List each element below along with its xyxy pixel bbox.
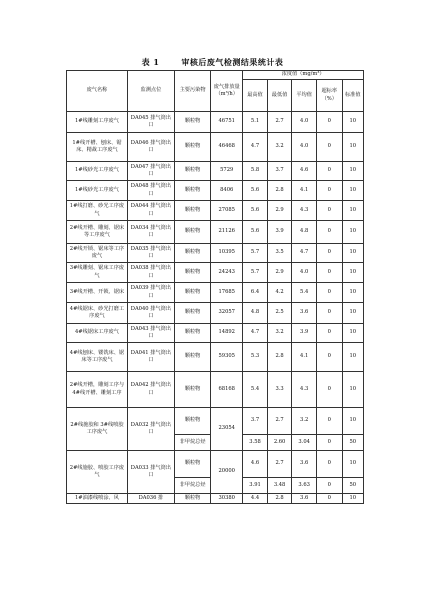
table-row: [67, 283, 364, 303]
cell-exceed: 0: [316, 372, 342, 408]
cell-exceed: 0: [316, 263, 342, 283]
cell-name: 3#线雕刻、锯床工序废气: [67, 263, 128, 283]
cell-standard: 10: [342, 112, 363, 133]
table-row: [67, 343, 364, 372]
header-flow: 废气排放量（m³/h）: [211, 71, 243, 112]
cell-name: 4#线锯床工序废气: [67, 324, 128, 343]
cell-avg: 4.0: [292, 263, 317, 283]
cell-standard: 50: [342, 435, 363, 451]
cell-point: DA045 排气筒出口: [127, 112, 174, 133]
emission-results-table: [66, 70, 364, 504]
cell-avg: 4.7: [292, 244, 317, 263]
cell-avg: 3.04: [292, 435, 317, 451]
cell-standard: 10: [342, 494, 363, 504]
cell-standard: 10: [342, 133, 363, 162]
cell-flow: 24243: [211, 263, 243, 283]
cell-name: 2#线开槽、雕刻、锯床等工序废气: [67, 221, 128, 244]
cell-pollutant: 颗粒物: [174, 201, 210, 221]
cell-max: 4.7: [243, 324, 268, 343]
cell-name: 1#线开槽、刨床、锯床、精裁工序废气: [67, 133, 128, 162]
cell-point: DA042 排气筒出口: [127, 372, 174, 408]
cell-flow: 46751: [211, 112, 243, 133]
cell-exceed: 0: [316, 494, 342, 504]
cell-pollutant: 非甲烷总烃: [174, 478, 210, 494]
cell-point: DA048 排气筒出口: [127, 181, 174, 201]
cell-name: 1#线雕刻工序废气: [67, 112, 128, 133]
cell-avg: 3.6: [292, 494, 317, 504]
cell-max: 4.6: [243, 451, 268, 478]
header-max: 最高值: [243, 80, 268, 112]
cell-max: 3.7: [243, 408, 268, 435]
cell-standard: 10: [342, 283, 363, 303]
table-row: [67, 263, 364, 283]
cell-min: 3.3: [267, 372, 292, 408]
cell-flow: 23054: [211, 408, 243, 451]
cell-exceed: 0: [316, 343, 342, 372]
cell-name: 1#线打磨、砂光工序废气: [67, 201, 128, 221]
cell-point: DA034 排气筒出口: [127, 221, 174, 244]
cell-min: 2.7: [267, 112, 292, 133]
cell-exceed: 0: [316, 283, 342, 303]
table-row: [67, 494, 364, 504]
cell-point: DA047 排气筒出口: [127, 162, 174, 181]
header-avg: 平均值: [292, 80, 317, 112]
cell-pollutant: 非甲烷总烃: [174, 435, 210, 451]
cell-flow: 32057: [211, 303, 243, 324]
table-row: [67, 181, 364, 201]
cell-max: 6.4: [243, 283, 268, 303]
table-row: [67, 408, 364, 435]
cell-name: 2#线施胶和 3#线喷胶工序废气: [67, 408, 128, 451]
cell-name: 2#线施胶、喷胶工序废气: [67, 451, 128, 494]
cell-min: 2.7: [267, 451, 292, 478]
table-caption: [0, 57, 425, 68]
cell-pollutant: 颗粒物: [174, 494, 210, 504]
cell-min: 3.2: [267, 133, 292, 162]
cell-max: 3.91: [243, 478, 268, 494]
cell-flow: 10395: [211, 244, 243, 263]
cell-standard: 50: [342, 478, 363, 494]
cell-max: 4.4: [243, 494, 268, 504]
header-min: 最低值: [267, 80, 292, 112]
cell-pollutant: 颗粒物: [174, 408, 210, 435]
cell-avg: 3.6: [292, 303, 317, 324]
cell-min: 2.5: [267, 303, 292, 324]
cell-max: 5.4: [243, 372, 268, 408]
cell-avg: 3.6: [292, 451, 317, 478]
cell-flow: 68168: [211, 372, 243, 408]
cell-avg: 3.9: [292, 324, 317, 343]
cell-min: 2.60: [267, 435, 292, 451]
cell-exceed: 0: [316, 303, 342, 324]
cell-standard: 10: [342, 408, 363, 435]
cell-standard: 10: [342, 372, 363, 408]
cell-max: 5.6: [243, 221, 268, 244]
cell-flow: 46468: [211, 133, 243, 162]
cell-standard: 10: [342, 451, 363, 478]
cell-standard: 10: [342, 303, 363, 324]
cell-min: 2.8: [267, 343, 292, 372]
cell-avg: 4.6: [292, 162, 317, 181]
cell-avg: 3.63: [292, 478, 317, 494]
cell-point: DA035 排气筒出口: [127, 244, 174, 263]
cell-exceed: 0: [316, 201, 342, 221]
cell-max: 5.1: [243, 112, 268, 133]
cell-pollutant: 颗粒物: [174, 263, 210, 283]
cell-point: DA040 排气筒出口: [127, 303, 174, 324]
cell-avg: 3.2: [292, 408, 317, 435]
cell-min: 4.2: [267, 283, 292, 303]
cell-pollutant: 颗粒物: [174, 112, 210, 133]
cell-standard: 10: [342, 263, 363, 283]
cell-exceed: 0: [316, 435, 342, 451]
cell-flow: 8406: [211, 181, 243, 201]
cell-pollutant: 颗粒物: [174, 162, 210, 181]
cell-flow: 5729: [211, 162, 243, 181]
cell-min: 2.8: [267, 181, 292, 201]
cell-point: DA046 排气筒出口: [127, 133, 174, 162]
cell-avg: 4.1: [292, 181, 317, 201]
cell-flow: 14892: [211, 324, 243, 343]
cell-pollutant: 颗粒物: [174, 324, 210, 343]
cell-pollutant: 颗粒物: [174, 244, 210, 263]
table-body: [67, 112, 364, 504]
cell-exceed: 0: [316, 112, 342, 133]
cell-max: 5.8: [243, 162, 268, 181]
cell-name: 1#线砂光工序废气: [67, 162, 128, 181]
cell-pollutant: 颗粒物: [174, 221, 210, 244]
cell-point: DA039 排气筒出口: [127, 283, 174, 303]
table-row: [67, 324, 364, 343]
cell-avg: 4.3: [292, 201, 317, 221]
header-conc-group: 浓度值（mg/m³）: [243, 71, 364, 80]
header-name: 废气名称: [67, 71, 128, 112]
cell-standard: 10: [342, 324, 363, 343]
cell-max: 3.58: [243, 435, 268, 451]
cell-pollutant: 颗粒物: [174, 283, 210, 303]
cell-point: DA043 排气筒出口: [127, 324, 174, 343]
cell-min: 2.9: [267, 201, 292, 221]
cell-avg: 4.8: [292, 221, 317, 244]
cell-standard: 10: [342, 221, 363, 244]
header-standard: 标准值: [342, 80, 363, 112]
header-exceed: 超标率（%）: [316, 80, 342, 112]
cell-flow: 17685: [211, 283, 243, 303]
cell-exceed: 0: [316, 244, 342, 263]
cell-name: 4#线锯床、砂光打磨工序废气: [67, 303, 128, 324]
table-row: [67, 162, 364, 181]
cell-point: DA032 排气筒出口: [127, 408, 174, 451]
cell-min: 2.8: [267, 494, 292, 504]
cell-min: 2.7: [267, 408, 292, 435]
cell-flow: 59305: [211, 343, 243, 372]
cell-max: 4.7: [243, 133, 268, 162]
table-row: [67, 451, 364, 478]
cell-min: 2.9: [267, 263, 292, 283]
cell-name: 3#线开槽、开锁、锯床: [67, 283, 128, 303]
cell-avg: 5.4: [292, 283, 317, 303]
cell-max: 4.8: [243, 303, 268, 324]
cell-flow: 20000: [211, 451, 243, 494]
cell-max: 5.6: [243, 181, 268, 201]
cell-point: DA041 排气筒出口: [127, 343, 174, 372]
cell-name: 2#线开锁、锯床等工序废气: [67, 244, 128, 263]
cell-min: 3.9: [267, 221, 292, 244]
cell-pollutant: 颗粒物: [174, 181, 210, 201]
cell-avg: 4.1: [292, 343, 317, 372]
cell-min: 3.48: [267, 478, 292, 494]
cell-min: 3.5: [267, 244, 292, 263]
cell-standard: 10: [342, 162, 363, 181]
table-row: [67, 372, 364, 408]
cell-max: 5.7: [243, 244, 268, 263]
table-row: [67, 244, 364, 263]
cell-point: DA036 排: [127, 494, 174, 504]
cell-max: 5.3: [243, 343, 268, 372]
table-row: [67, 303, 364, 324]
cell-exceed: 0: [316, 181, 342, 201]
table-row: [67, 221, 364, 244]
header-pollutant: 主要污染物: [174, 71, 210, 112]
cell-point: DA033 排气筒出口: [127, 451, 174, 494]
cell-exceed: 0: [316, 162, 342, 181]
cell-point: DA044 排气筒出口: [127, 201, 174, 221]
cell-name: 4#线刨床、镂铣床、锯床等工序废气: [67, 343, 128, 372]
table-title: 审核后废气检测结果统计表: [181, 57, 284, 67]
table-row: [67, 201, 364, 221]
cell-avg: 4.0: [292, 112, 317, 133]
header-point: 监测点位: [127, 71, 174, 112]
cell-exceed: 0: [316, 478, 342, 494]
cell-pollutant: 颗粒物: [174, 372, 210, 408]
cell-pollutant: 颗粒物: [174, 343, 210, 372]
cell-name: 1#线砂光工序废气: [67, 181, 128, 201]
cell-name: 1#油漆线喷涂、风: [67, 494, 128, 504]
cell-avg: 4.3: [292, 372, 317, 408]
cell-pollutant: 颗粒物: [174, 133, 210, 162]
table-number: 表 1: [141, 57, 160, 67]
table-row: [67, 133, 364, 162]
cell-standard: 10: [342, 343, 363, 372]
cell-max: 5.7: [243, 263, 268, 283]
cell-pollutant: 颗粒物: [174, 303, 210, 324]
cell-flow: 27085: [211, 201, 243, 221]
cell-min: 3.2: [267, 324, 292, 343]
cell-standard: 10: [342, 201, 363, 221]
cell-exceed: 0: [316, 324, 342, 343]
cell-flow: 30380: [211, 494, 243, 504]
cell-exceed: 0: [316, 408, 342, 435]
cell-name: 2#线开槽，雕刻工序与 4#线开槽、雕刻工序: [67, 372, 128, 408]
cell-exceed: 0: [316, 221, 342, 244]
cell-max: 5.6: [243, 201, 268, 221]
cell-pollutant: 颗粒物: [174, 451, 210, 478]
cell-point: DA038 排气筒出口: [127, 263, 174, 283]
cell-exceed: 0: [316, 133, 342, 162]
cell-standard: 10: [342, 181, 363, 201]
cell-avg: 4.0: [292, 133, 317, 162]
cell-standard: 10: [342, 244, 363, 263]
cell-exceed: 0: [316, 451, 342, 478]
cell-min: 3.7: [267, 162, 292, 181]
table-row: [67, 112, 364, 133]
cell-flow: 21126: [211, 221, 243, 244]
